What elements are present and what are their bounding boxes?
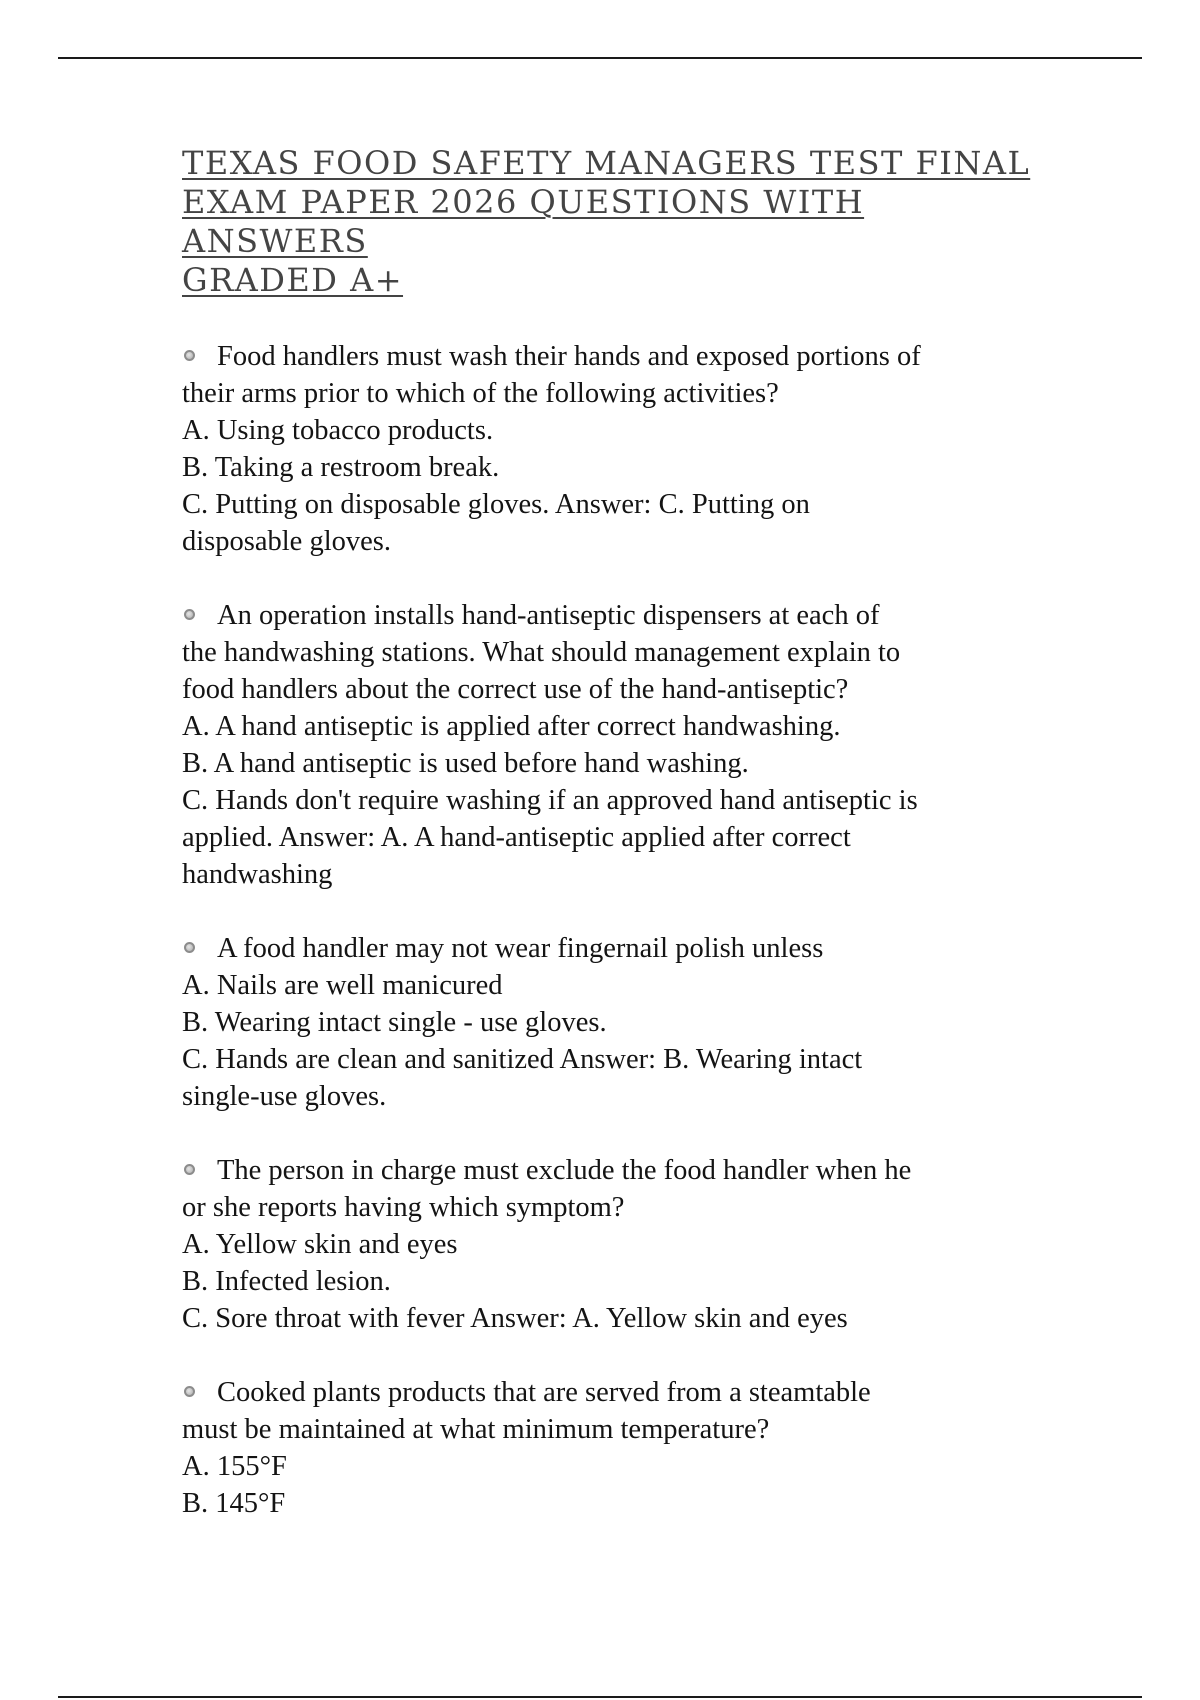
bullet-icon bbox=[184, 942, 195, 953]
question-line bbox=[182, 1152, 1032, 1189]
question-line bbox=[182, 1374, 1032, 1411]
question-item bbox=[182, 1152, 1032, 1337]
bullet-icon bbox=[184, 609, 195, 620]
answer-option: C. Hands are clean and sanitized Answer: B. Wearing intact bbox=[182, 1044, 863, 1075]
answer-option: B. 145°F bbox=[182, 1488, 286, 1519]
answer-option: C. Putting on disposable gloves. Answer: C. Putting on bbox=[182, 489, 810, 520]
question-line: or she reports having which symptom? bbox=[182, 1192, 625, 1223]
question-item bbox=[182, 1374, 1032, 1522]
answer-option: A. A hand antiseptic is applied after correct handwashing. bbox=[182, 711, 841, 742]
question-text: Food handlers must wash their hands and exposed portions of bbox=[217, 341, 921, 372]
question-text: Cooked plants products that are served from a steamtable bbox=[217, 1377, 871, 1408]
question-line: their arms prior to which of the following activities? bbox=[182, 378, 779, 409]
bullet-icon bbox=[184, 1164, 195, 1175]
document-title bbox=[182, 144, 1042, 300]
answer-option: A. Nails are well manicured bbox=[182, 970, 503, 1001]
answer-option: A. Using tobacco products. bbox=[182, 415, 494, 446]
answer-option: B. Taking a restroom break. bbox=[182, 452, 500, 483]
question-item bbox=[182, 930, 1032, 1115]
title-line: EXAM PAPER 2026 QUESTIONS WITH ANSWERS bbox=[182, 183, 865, 260]
answer-line: handwashing bbox=[182, 859, 333, 890]
question-text: A food handler may not wear fingernail polish unless bbox=[217, 933, 824, 964]
question-item bbox=[182, 338, 1032, 560]
bottom-rule bbox=[58, 1696, 1142, 1698]
answer-option: C. Hands don't require washing if an approved hand antiseptic is bbox=[182, 785, 918, 816]
answer-line: single-use gloves. bbox=[182, 1081, 387, 1112]
answer-line: applied. Answer: A. A hand-antiseptic applied after correct bbox=[182, 822, 851, 853]
bullet-icon bbox=[184, 1386, 195, 1397]
answer-option: A. 155°F bbox=[182, 1451, 287, 1482]
answer-option: B. A hand antiseptic is used before hand washing. bbox=[182, 748, 749, 779]
question-text: An operation installs hand-antiseptic dispensers at each of bbox=[217, 600, 880, 631]
answer-line: disposable gloves. bbox=[182, 526, 391, 557]
question-line bbox=[182, 930, 1032, 967]
question-list bbox=[182, 338, 1032, 1559]
question-line bbox=[182, 338, 1032, 375]
question-line bbox=[182, 597, 1032, 634]
answer-option: B. Wearing intact single - use gloves. bbox=[182, 1007, 607, 1038]
answer-option: C. Sore throat with fever Answer: A. Yellow skin and eyes bbox=[182, 1303, 848, 1334]
question-line: must be maintained at what minimum temperature? bbox=[182, 1414, 770, 1445]
question-line: food handlers about the correct use of the hand-antiseptic? bbox=[182, 674, 849, 705]
title-line: TEXAS FOOD SAFETY MANAGERS TEST FINAL bbox=[182, 144, 1031, 182]
bullet-icon bbox=[184, 350, 195, 361]
question-text: The person in charge must exclude the food handler when he bbox=[217, 1155, 912, 1186]
question-line: the handwashing stations. What should management explain to bbox=[182, 637, 901, 668]
title-line: GRADED A+ bbox=[182, 261, 404, 299]
question-item bbox=[182, 597, 1032, 893]
answer-option: B. Infected lesion. bbox=[182, 1266, 391, 1297]
answer-option: A. Yellow skin and eyes bbox=[182, 1229, 458, 1260]
top-rule bbox=[58, 57, 1142, 59]
